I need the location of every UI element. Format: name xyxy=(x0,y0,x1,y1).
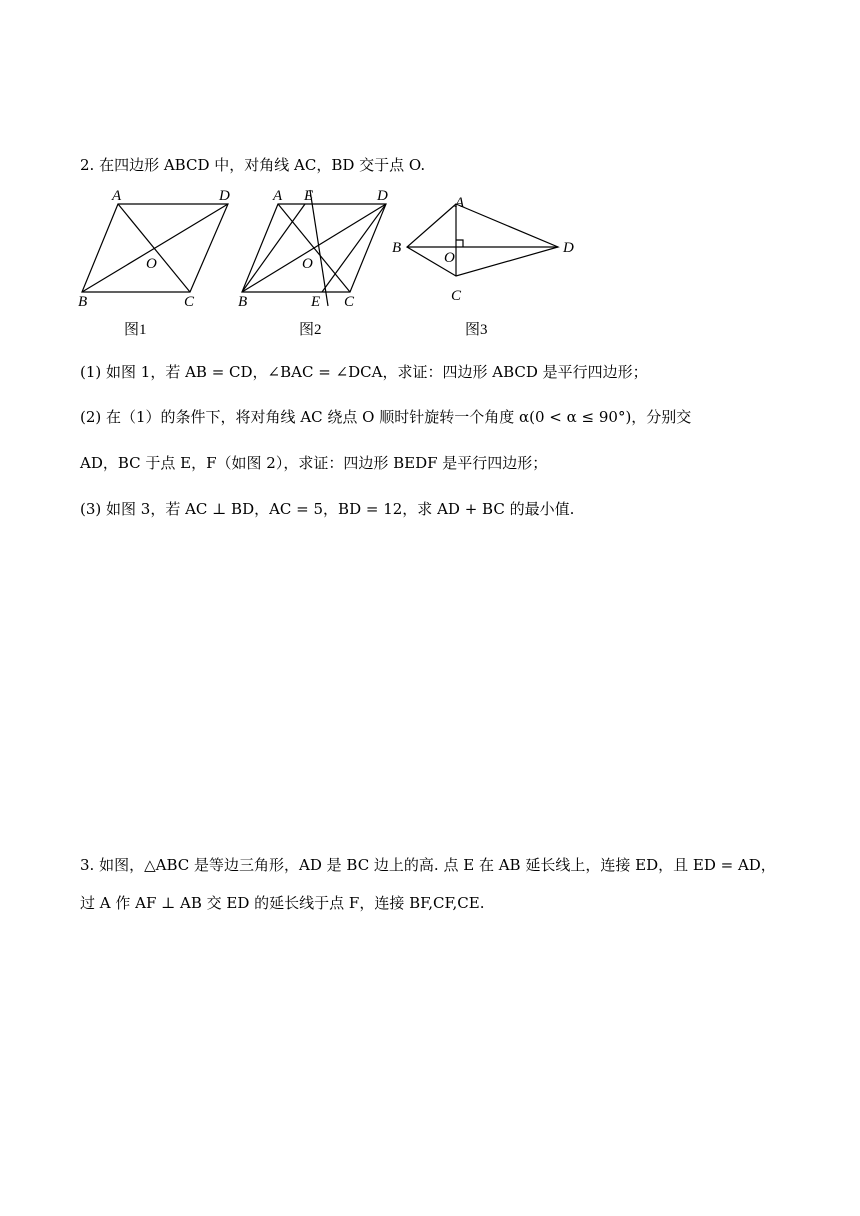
label-c: C xyxy=(184,294,195,310)
label-o: O xyxy=(146,256,157,272)
problem3-line1: 3. 如图，△ABC 是等边三角形，AD 是 BC 边上的高. 点 E 在 AB 延长线上，连接 ED，且 ED = AD， xyxy=(80,856,776,874)
label-d: D xyxy=(377,188,388,204)
problem2-part3: (3) 如图 3，若 AC ⊥ BD，AC = 5，BD = 12，求 AD + BC 的最小值. xyxy=(80,500,575,518)
label-c: C xyxy=(344,294,355,310)
label-a: A xyxy=(112,188,122,204)
problem2-part1: (1) 如图 1，若 AB = CD，∠BAC = ∠DCA，求证：四边形 ABCD 是平行四边形； xyxy=(80,363,648,381)
figure-1-caption: 图1 xyxy=(124,322,147,338)
label-o: O xyxy=(302,256,313,272)
figure-2 xyxy=(230,186,400,311)
quadrilateral-abcd xyxy=(407,204,558,276)
figure-3 xyxy=(385,186,585,311)
label-e-top: E xyxy=(304,188,314,204)
problem2-part2-line1: (2) 在（1）的条件下，将对角线 AC 绕点 O 顺时针旋转一个角度 α(0 < α ≤ 90°)，分别交 xyxy=(80,408,692,426)
label-d: D xyxy=(563,240,574,256)
label-b: B xyxy=(392,240,402,256)
figure-3-caption: 图3 xyxy=(465,322,488,338)
label-a: A xyxy=(455,195,465,211)
rotated-line-ef xyxy=(310,190,328,306)
segment-df xyxy=(322,204,386,292)
segment-be xyxy=(242,204,305,292)
label-d: D xyxy=(219,188,230,204)
label-a: A xyxy=(273,188,283,204)
problem2-part2-line2: AD，BC 于点 E，F（如图 2），求证：四边形 BEDF 是平行四边形； xyxy=(80,454,548,472)
diagonal-bd xyxy=(82,204,228,292)
figure-1 xyxy=(70,186,240,311)
problem2-intro: 2. 在四边形 ABCD 中，对角线 AC，BD 交于点 O. xyxy=(80,156,426,174)
right-angle-mark xyxy=(456,240,463,247)
label-c: C xyxy=(451,288,462,304)
label-b: B xyxy=(238,294,248,310)
problem3-line2: 过 A 作 AF ⊥ AB 交 ED 的延长线于点 F，连接 BF,CF,CE. xyxy=(80,894,485,912)
label-b: B xyxy=(78,294,88,310)
label-o: O xyxy=(444,250,455,266)
label-e-bottom: E xyxy=(311,294,321,310)
figure-2-caption: 图2 xyxy=(299,322,322,338)
